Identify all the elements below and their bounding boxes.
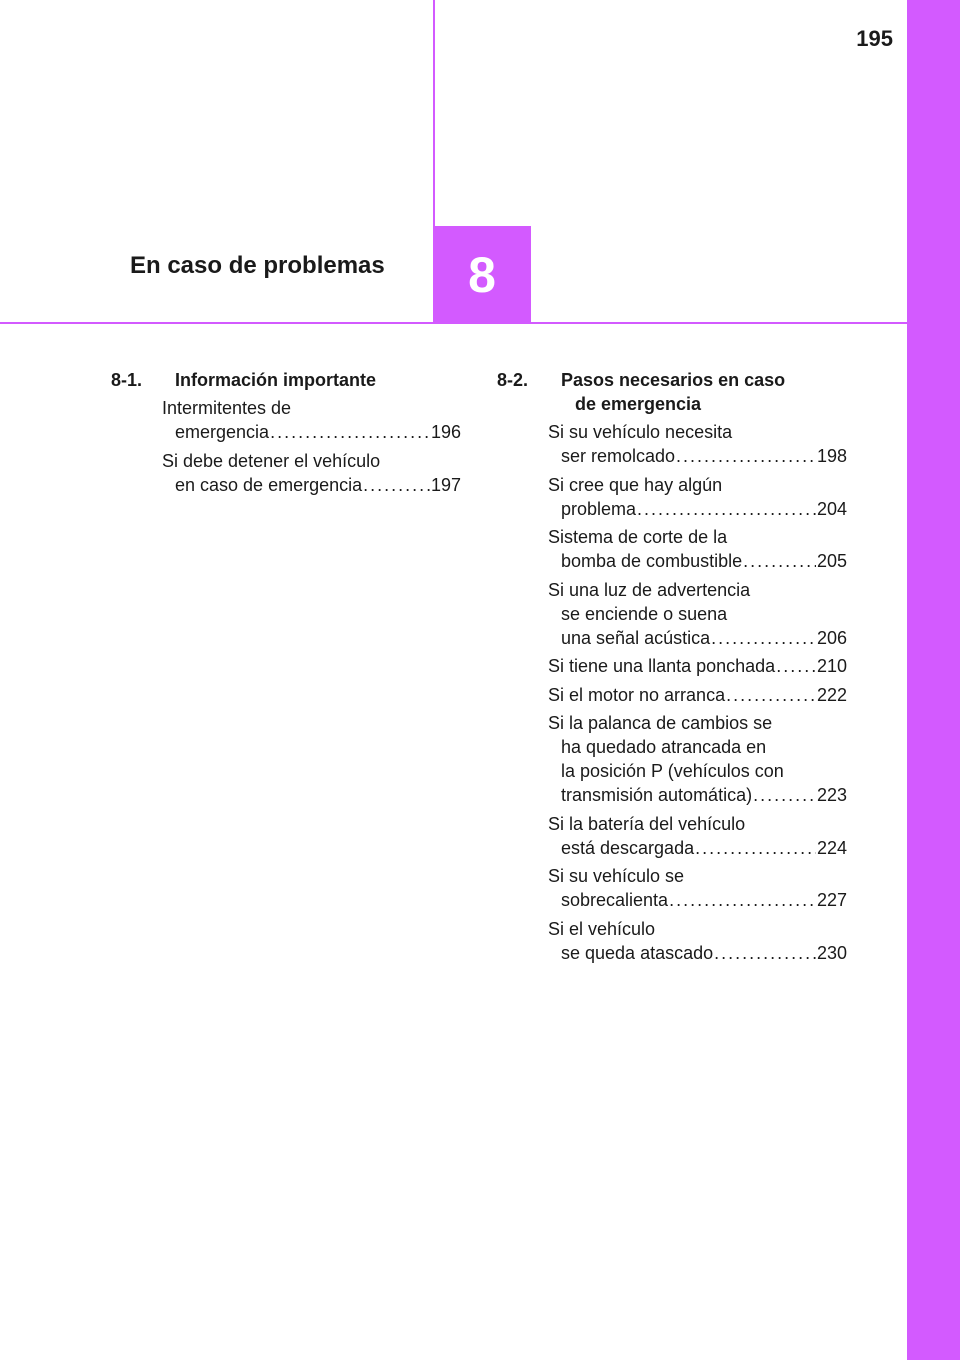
toc-entry-text: ser remolcado (561, 446, 676, 466)
toc-entry-text: Si el vehículo (548, 918, 656, 939)
toc-entry[interactable] (548, 864, 847, 912)
toc-entry-text: Si su vehículo necesita (548, 422, 733, 442)
toc-entry-text: transmisión automática) (561, 785, 753, 805)
toc-entry[interactable] (548, 525, 847, 573)
toc-entry-list (497, 420, 847, 965)
toc-entry-text: bomba de combustible (561, 551, 743, 571)
toc-entry-text: emergencia (175, 422, 270, 442)
dot-leader (270, 420, 430, 444)
toc-entry-page: 227 (816, 890, 847, 910)
toc-entry-list (111, 396, 461, 497)
toc-entry-page: 223 (816, 785, 847, 805)
section-title (111, 368, 461, 392)
toc-entry[interactable] (548, 812, 847, 860)
toc-entry[interactable] (548, 917, 847, 965)
section-number: 8-2. (497, 370, 529, 390)
toc-entry-page: 230 (816, 942, 847, 963)
toc-entry-page: 205 (816, 551, 847, 571)
toc-entry-text: ha quedado atrancada en (561, 737, 767, 757)
section-heading (111, 368, 461, 392)
toc-entry-text: sobrecalienta (561, 890, 669, 910)
toc-section-8-1 (111, 368, 461, 501)
dot-leader (695, 836, 816, 860)
toc-entry-text: Si debe detener el vehículo (162, 450, 381, 471)
toc-entry-text: se enciende o suena (561, 603, 728, 624)
section-title-line: Pasos necesarios en caso (561, 370, 786, 390)
section-heading (497, 368, 847, 416)
dot-leader (711, 626, 816, 650)
toc-entry-text: la posición P (vehículos con (561, 761, 784, 781)
dot-leader (726, 683, 816, 707)
toc-entry-page: 196 (430, 422, 461, 442)
dot-leader (669, 888, 816, 912)
toc-entry-text: Si la palanca de cambios se (548, 713, 773, 733)
dot-leader (676, 444, 816, 468)
dot-leader (714, 941, 816, 965)
toc-entry-text: en caso de emergencia (175, 474, 363, 495)
toc-entry-text: Si una luz de advertencia (548, 579, 751, 600)
toc-entry[interactable] (162, 396, 461, 444)
toc-entry-text: Intermitentes de (162, 398, 292, 418)
section-title (497, 368, 847, 416)
vertical-rule (433, 0, 435, 226)
toc-entry-text: Si tiene una llanta ponchada (548, 656, 776, 676)
toc-entry-page: 197 (430, 474, 461, 495)
toc-entry[interactable] (548, 683, 847, 707)
chapter-title: En caso de problemas (130, 252, 385, 279)
toc-entry-text: Sistema de corte de la (548, 527, 728, 547)
toc-entry-text: Si su vehículo se (548, 866, 685, 886)
toc-entry-page: 222 (816, 684, 847, 705)
chapter-number: 8 (468, 246, 496, 303)
chapter-side-band (907, 0, 960, 1360)
toc-entry[interactable] (548, 654, 847, 678)
toc-entry-text: Si la batería del vehículo (548, 813, 746, 834)
toc-entry-page: 198 (816, 446, 847, 466)
section-title-line: Información importante (175, 370, 377, 390)
toc-entry-text: problema (561, 498, 637, 519)
toc-entry[interactable] (548, 711, 847, 807)
toc-entry-page: 206 (816, 627, 847, 648)
toc-entry-page: 224 (816, 837, 847, 858)
dot-leader (776, 654, 816, 678)
toc-entry[interactable] (548, 473, 847, 521)
toc-entry-text: está descargada (561, 837, 695, 858)
toc-entry[interactable] (548, 420, 847, 468)
toc-entry-text: una señal acústica (561, 627, 711, 648)
dot-leader (637, 497, 816, 521)
chapter-number-box (433, 226, 531, 323)
section-number: 8-1. (111, 370, 143, 390)
toc-section-8-2 (497, 368, 847, 969)
dot-leader (363, 473, 430, 497)
page-number: 195 (856, 26, 893, 51)
toc-entry[interactable] (162, 449, 461, 497)
toc-entry-text: Si el motor no arranca (548, 684, 726, 705)
toc-entry-text: Si cree que hay algún (548, 474, 723, 495)
toc-entry[interactable] (548, 578, 847, 650)
dot-leader (743, 549, 816, 573)
dot-leader (753, 783, 816, 807)
section-title-line: de emergencia (575, 394, 702, 414)
toc-entry-page: 204 (816, 498, 847, 519)
toc-entry-text: se queda atascado (561, 942, 714, 963)
toc-entry-page: 210 (816, 656, 847, 676)
